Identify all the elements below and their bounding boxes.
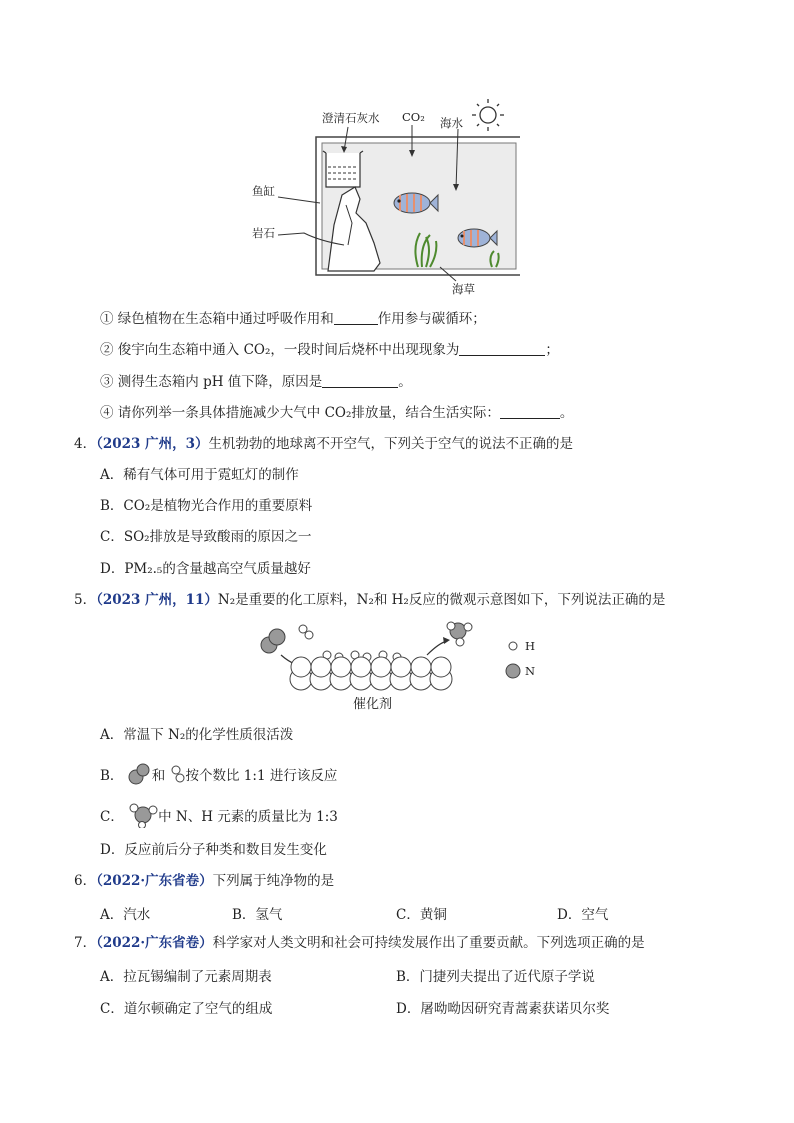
answer-blank[interactable]: [334, 310, 378, 325]
q7-option-a: A．拉瓦锡编制了元素周期表: [100, 969, 272, 985]
ecosystem-drawing: [260, 95, 520, 300]
q7-option-d: D．屠呦呦因研究青蒿素获诺贝尔奖: [396, 1001, 610, 1017]
catalyst-label: 催化剂: [353, 697, 393, 712]
question-source: （2022·广东省卷）: [96, 873, 213, 889]
q3-sub-4: ④ 请你列举一条具体措施减少大气中 CO₂排放量，结合生活实际： 。: [100, 405, 574, 421]
answer-blank[interactable]: [322, 373, 398, 388]
nh3-molecule-icon: [128, 802, 158, 828]
answer-blank[interactable]: [459, 341, 545, 356]
label-limewater: 澄清石灰水: [322, 111, 380, 125]
reaction-drawing: [255, 615, 545, 715]
label-rock: 岩石: [252, 226, 275, 240]
q7-stem: 7．（2022·广东省卷）科学家对人类文明和社会可持续发展作出了重要贡献。下列选项正确的是: [74, 935, 645, 951]
q3-sub-1: ① 绿色植物在生态箱中通过呼吸作用和 作用参与碳循环；: [100, 311, 486, 327]
question-source: （2022·广东省卷）: [96, 935, 213, 951]
legend-n-label: N: [525, 664, 536, 678]
q5-option-c: C． 中 N、H 元素的质量比为 1:3: [100, 802, 338, 828]
q7-option-b: B．门捷列夫提出了近代原子学说: [396, 969, 595, 985]
ecosystem-figure: [252, 95, 520, 300]
q6-stem: 6．（2022·广东省卷）下列属于纯净物的是: [74, 873, 335, 889]
question-source: （2023 广州，11）: [96, 592, 218, 608]
q6-option-a: A．汽水: [100, 907, 151, 923]
q6-option-b: B．氢气: [232, 907, 283, 923]
q4-option-c: C．SO₂排放是导致酸雨的原因之一: [100, 529, 312, 545]
q5-stem: 5．（2023 广州，11）N₂是重要的化工原料，N₂和 H₂反应的微观示意图如下，下列说法正确的是: [74, 592, 666, 608]
h2-molecule-icon: [170, 763, 186, 785]
reaction-diagram: [255, 615, 545, 715]
q5-option-a: A．常温下 N₂的化学性质很活泼: [100, 727, 294, 743]
answer-blank[interactable]: [500, 404, 560, 419]
q7-option-c: C．道尔顿确定了空气的组成: [100, 1001, 273, 1017]
q5-option-d: D．反应前后分子种类和数目发生变化: [100, 842, 327, 858]
n2-molecule-icon: [128, 763, 152, 785]
q4-stem: 4．（2023 广州，3）生机勃勃的地球离不开空气，下列关于空气的说法不正确的是: [74, 436, 574, 452]
q4-option-b: B．CO₂是植物光合作用的重要原料: [100, 498, 313, 514]
label-seawater: 海水: [440, 116, 463, 130]
q5-option-b: B． 和 按个数比 1:1 进行该反应: [100, 763, 337, 785]
q4-option-a: A．稀有气体可用于霓虹灯的制作: [100, 467, 299, 483]
label-seaweed: 海草: [452, 282, 475, 296]
legend-h-label: H: [525, 639, 536, 653]
q6-option-c: C．黄铜: [396, 907, 447, 923]
label-co2: CO₂: [402, 110, 425, 124]
question-source: （2023 广州，3）: [96, 436, 209, 452]
q6-option-d: D．空气: [557, 907, 609, 923]
q3-sub-3: ③ 测得生态箱内 pH 值下降，原因是 。: [100, 374, 412, 390]
q4-option-d: D．PM₂.₅的含量越高空气质量越好: [100, 561, 311, 577]
label-tank: 鱼缸: [252, 184, 275, 198]
q3-sub-2: ② 俊宇向生态箱中通入 CO₂，一段时间后烧杯中出现现象为 ；: [100, 342, 559, 358]
